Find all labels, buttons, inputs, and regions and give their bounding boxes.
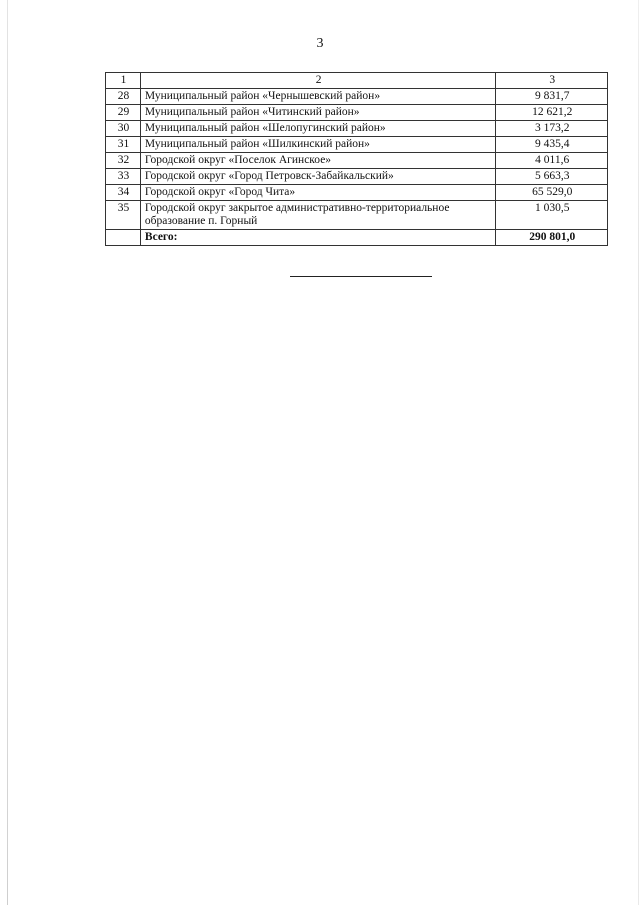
row-value: 1 030,5 (496, 201, 608, 230)
row-number: 28 (106, 89, 141, 105)
row-number: 34 (106, 185, 141, 201)
row-number: 30 (106, 121, 141, 137)
row-name: Муниципальный район «Шелопугинский район» (140, 121, 496, 137)
row-value: 4 011,6 (496, 153, 608, 169)
row-number: 35 (106, 201, 141, 230)
separator-line (290, 276, 432, 277)
row-name: Городской округ «Город Чита» (140, 185, 496, 201)
row-value: 9 435,4 (496, 137, 608, 153)
table-row (106, 201, 608, 230)
total-number-cell (106, 230, 141, 246)
table-row (106, 121, 608, 137)
table-row (106, 137, 608, 153)
table-total-row (106, 230, 608, 246)
row-name: Муниципальный район «Читинский район» (140, 105, 496, 121)
total-value: 290 801,0 (496, 230, 608, 246)
scan-edge-left (7, 0, 8, 905)
table-row (106, 105, 608, 121)
header-col-1: 1 (106, 73, 141, 89)
row-value: 12 621,2 (496, 105, 608, 121)
page-number: 3 (316, 36, 324, 51)
row-name: Городской округ «Город Петровск-Забайкальский» (140, 169, 496, 185)
budget-table (105, 72, 608, 246)
scan-edge-right (638, 0, 639, 905)
row-value: 3 173,2 (496, 121, 608, 137)
row-number: 32 (106, 153, 141, 169)
row-value: 65 529,0 (496, 185, 608, 201)
row-value: 9 831,7 (496, 89, 608, 105)
table-row (106, 153, 608, 169)
row-number: 29 (106, 105, 141, 121)
total-label: Всего: (140, 230, 496, 246)
row-value: 5 663,3 (496, 169, 608, 185)
table-row (106, 89, 608, 105)
row-name: Муниципальный район «Чернышевский район» (140, 89, 496, 105)
table-header-row (106, 73, 608, 89)
row-name: Муниципальный район «Шилкинский район» (140, 137, 496, 153)
table-row (106, 185, 608, 201)
table-row (106, 169, 608, 185)
row-number: 31 (106, 137, 141, 153)
header-col-2: 2 (140, 73, 496, 89)
header-col-3: 3 (496, 73, 608, 89)
row-name: Городской округ «Поселок Агинское» (140, 153, 496, 169)
row-name: Городской округ закрытое административно-территориальное образование п. Горный (140, 201, 496, 230)
row-number: 33 (106, 169, 141, 185)
